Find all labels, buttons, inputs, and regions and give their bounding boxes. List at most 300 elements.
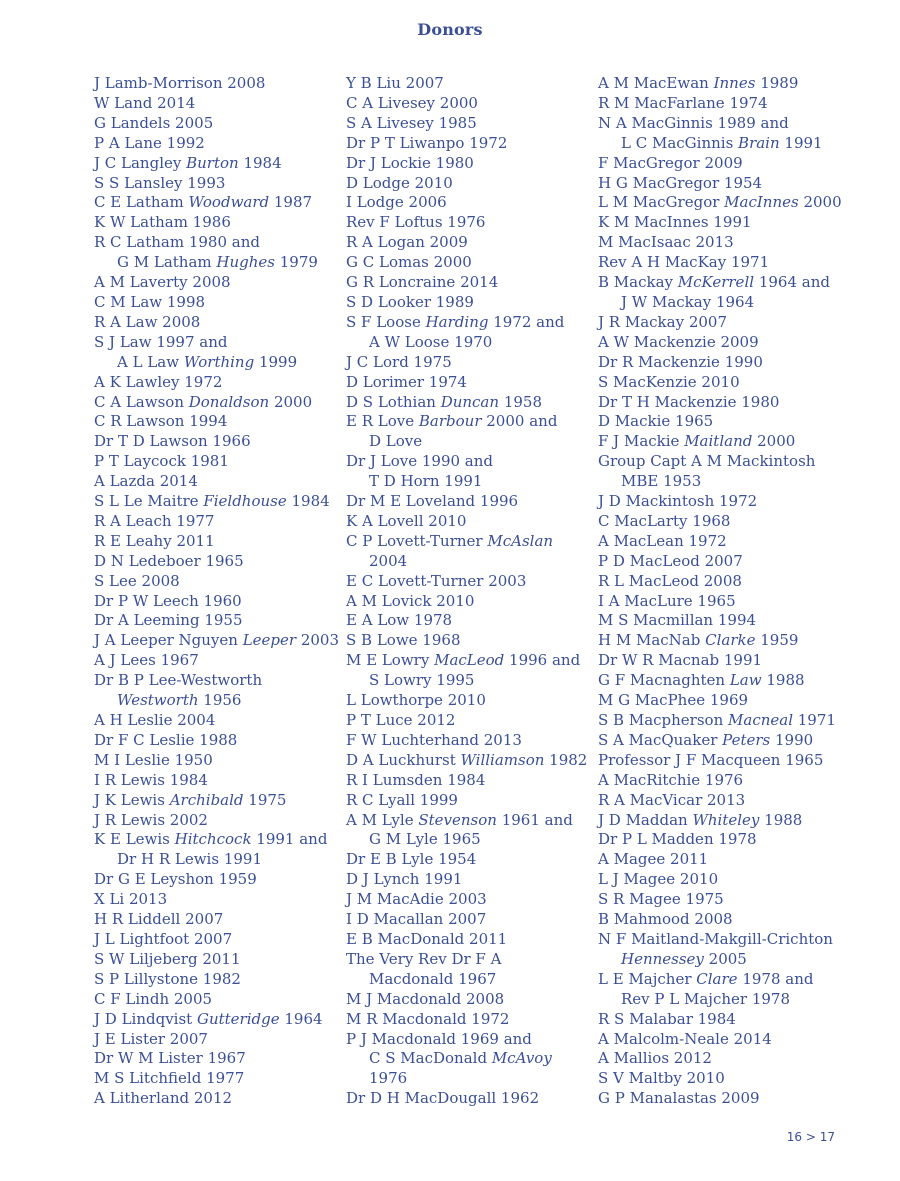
donor-entry <box>94 890 334 910</box>
donor-entry <box>598 174 838 194</box>
donor-text: A K Lawley 1972 <box>94 372 223 391</box>
donor-text: R C Latham 1980 and <box>94 233 260 252</box>
donor-text: 1975 <box>243 790 287 809</box>
donor-entry <box>598 830 838 850</box>
donor-entry <box>346 890 586 910</box>
donor-text: Dr M E Loveland 1996 <box>346 492 519 511</box>
donor-text: H R Liddell 2007 <box>94 910 224 929</box>
donor-text: Dr R Mackenzie 1990 <box>598 352 763 371</box>
donor-text: C R Lawson 1994 <box>94 412 228 431</box>
donor-text: 2000 <box>798 193 842 212</box>
former-surname: Maitland <box>684 432 753 451</box>
donor-entry <box>346 811 586 831</box>
donor-text: 1988 <box>759 810 803 829</box>
donor-text: 2000 <box>269 392 313 411</box>
donor-text: I A MacLure 1965 <box>598 591 736 610</box>
donor-text: R I Lumsden 1984 <box>346 770 486 789</box>
donor-text: K M MacInnes 1991 <box>598 213 752 232</box>
donor-text: N F Maitland-Makgill-Crichton <box>598 929 833 948</box>
former-surname: Donaldson <box>188 392 270 411</box>
donor-text: 1971 <box>793 711 836 729</box>
donor-entry <box>94 452 334 472</box>
donor-text: F W Luchterhand 2013 <box>346 730 522 749</box>
donor-entry <box>346 393 586 413</box>
donor-entry <box>346 711 586 731</box>
donor-entry <box>346 74 586 94</box>
donor-text: J R Lewis 2002 <box>94 810 208 829</box>
donor-text: P D MacLeod 2007 <box>598 551 743 570</box>
donor-entry <box>346 731 586 751</box>
page-title: Donors <box>417 20 483 39</box>
donor-entry <box>94 631 340 651</box>
donor-entry <box>598 771 838 791</box>
former-surname: Whiteley <box>692 810 760 829</box>
donor-entry-continuation <box>346 333 586 353</box>
donor-entry <box>598 193 842 213</box>
former-surname: McAvoy <box>491 1049 552 1068</box>
former-surname: Archibald <box>169 790 244 809</box>
donor-text: S L Le Maitre <box>94 492 204 511</box>
donor-text: M S Macmillan 1994 <box>598 611 757 630</box>
donor-entry-continuation <box>94 850 334 870</box>
donor-text: R A Law 2008 <box>94 312 201 331</box>
donor-text: A Litherland 2012 <box>94 1089 233 1108</box>
donor-text: Rev F Loftus 1976 <box>346 213 486 232</box>
donor-text: C A Livesey 2000 <box>346 93 478 112</box>
donor-entry <box>598 791 838 811</box>
donor-text: I Lodge 2006 <box>346 193 447 212</box>
donor-text: 1976 <box>369 1069 408 1088</box>
donor-text: Dr W M Lister 1967 <box>94 1049 246 1068</box>
donor-entry <box>598 870 838 890</box>
donor-entry <box>598 671 838 691</box>
donor-entry <box>346 253 586 273</box>
donor-entry <box>598 373 838 393</box>
donor-text: M I Leslie 1950 <box>94 750 213 769</box>
former-surname: Burton <box>186 153 239 172</box>
donor-entry <box>346 1089 586 1109</box>
donor-entry <box>346 134 586 154</box>
donor-text: 1991 and <box>251 830 328 849</box>
donor-entry <box>94 1069 334 1089</box>
donor-entry <box>346 452 586 472</box>
former-surname: Woodward <box>188 193 270 212</box>
donor-entry <box>94 532 334 552</box>
donor-text: P T Laycock 1981 <box>94 452 229 471</box>
donor-entry <box>598 393 838 413</box>
former-surname: Harding <box>425 312 489 331</box>
donor-text: A MacRitchie 1976 <box>598 770 744 789</box>
donor-entry <box>94 651 334 671</box>
donor-entry <box>346 154 586 174</box>
donor-entry <box>94 94 334 114</box>
donor-entry <box>598 313 838 333</box>
donor-text: 1959 <box>755 631 799 650</box>
donor-text: A M Lovick 2010 <box>346 591 475 610</box>
donor-entry <box>598 154 838 174</box>
donor-entry <box>346 990 586 1010</box>
donor-text: S Lee 2008 <box>94 571 180 590</box>
donor-entry <box>598 1069 838 1089</box>
donor-text: C MacLarty 1968 <box>598 511 731 530</box>
former-surname: Brain <box>738 133 780 152</box>
donor-text: I R Lewis 1984 <box>94 770 208 789</box>
former-surname: Innes <box>713 74 756 92</box>
donor-entry <box>598 532 838 552</box>
donor-text: A M MacEwan <box>598 74 714 92</box>
donor-entry <box>598 592 838 612</box>
donor-text: S D Looker 1989 <box>346 292 474 311</box>
donor-text: Dr E B Lyle 1954 <box>346 850 477 869</box>
donor-entry <box>94 333 334 353</box>
donor-entry <box>94 273 334 293</box>
donor-entry <box>94 412 334 432</box>
donor-entry <box>94 74 334 94</box>
donor-text: S F Loose <box>346 312 426 331</box>
former-surname: Worthing <box>183 352 255 371</box>
donor-entry-continuation <box>346 970 586 990</box>
donor-entry <box>598 1010 838 1030</box>
donor-text: S V Maltby 2010 <box>598 1069 725 1088</box>
donor-text: L E Majcher <box>598 969 697 988</box>
donor-entry <box>94 512 334 532</box>
donor-entry <box>346 1010 586 1030</box>
donor-text: D J Lynch 1991 <box>346 870 463 889</box>
donor-entry-continuation <box>598 950 838 970</box>
donor-text: C A Lawson <box>94 392 189 411</box>
donor-text: K A Lovell 2010 <box>346 511 467 530</box>
donor-entry <box>346 512 586 532</box>
donor-entry <box>94 711 334 731</box>
donor-text: P J Macdonald 1969 and <box>346 1029 532 1048</box>
donor-entry <box>94 114 334 134</box>
donor-text: J D Mackintosh 1972 <box>598 492 758 511</box>
donor-entry <box>598 850 838 870</box>
donor-entry <box>598 114 838 134</box>
donor-text: 1999 <box>254 352 298 371</box>
donor-entry <box>346 611 586 631</box>
donor-entry <box>94 751 334 771</box>
donor-text: Dr T H Mackenzie 1980 <box>598 392 780 411</box>
donor-text: F MacGregor 2009 <box>598 153 743 172</box>
donor-text: G Landels 2005 <box>94 113 214 132</box>
former-surname: Law <box>729 671 762 690</box>
donor-text: E R Love <box>346 412 419 431</box>
donor-text: S B Macpherson <box>598 711 729 729</box>
donor-text: R E Leahy 2011 <box>94 531 215 550</box>
donor-text: A Malcolm-Neale 2014 <box>598 1029 772 1048</box>
former-surname: MacInnes <box>724 193 799 212</box>
donor-column-3 <box>598 74 842 1109</box>
donor-text: L C MacGinnis <box>621 133 739 152</box>
donor-text: 1989 <box>755 74 799 92</box>
donor-text: Dr J Lockie 1980 <box>346 153 474 172</box>
donor-entry <box>346 114 586 134</box>
donor-text: J A Leeper Nguyen <box>94 631 243 650</box>
donor-text: J L Lightfoot 2007 <box>94 929 233 948</box>
donor-text: A Mallios 2012 <box>598 1049 712 1068</box>
donor-entry <box>346 751 586 771</box>
donor-entry <box>94 313 334 333</box>
donor-text: D Love <box>369 432 423 451</box>
donor-entry <box>94 134 334 154</box>
donor-entry <box>598 512 838 532</box>
former-surname: Fieldhouse <box>203 492 287 511</box>
former-surname: Peters <box>722 730 771 749</box>
donor-text: S R Magee 1975 <box>598 890 724 909</box>
donor-text: E B MacDonald 2011 <box>346 929 508 948</box>
donor-entry-continuation <box>94 691 334 711</box>
donor-entry <box>94 830 334 850</box>
donor-text: D Lorimer 1974 <box>346 372 467 391</box>
donor-entry <box>346 412 586 432</box>
donor-entry <box>598 631 838 651</box>
donor-entry <box>94 970 334 990</box>
donor-entry <box>94 731 334 751</box>
donor-entry <box>598 333 838 353</box>
donor-text: Group Capt A M Mackintosh <box>598 452 816 471</box>
donor-text: M R Macdonald 1972 <box>346 1009 510 1028</box>
donor-text: E A Low 1978 <box>346 611 453 630</box>
donor-text: C P Lovett-Turner <box>346 531 488 550</box>
donor-entry <box>346 373 586 393</box>
donor-text: R S Malabar 1984 <box>598 1009 736 1028</box>
donor-text: D Mackie 1965 <box>598 412 714 431</box>
donor-text: 2000 <box>752 432 796 451</box>
donor-text: D N Ledeboer 1965 <box>94 551 244 570</box>
donor-text: R C Lyall 1999 <box>346 790 458 809</box>
donor-entry <box>598 811 838 831</box>
donor-entry-continuation <box>346 472 586 492</box>
donor-text: A M Lyle <box>346 810 419 829</box>
donor-text: J M MacAdie 2003 <box>346 890 487 909</box>
former-surname: Williamson <box>460 750 545 769</box>
donor-entry <box>346 293 586 313</box>
former-surname: Duncan <box>440 392 500 411</box>
donor-entry <box>94 950 334 970</box>
donor-text: Dr G E Leyshon 1959 <box>94 870 257 889</box>
donor-entry <box>346 174 586 194</box>
donor-text: 1982 <box>544 750 588 769</box>
former-surname: Leeper <box>242 631 297 650</box>
donor-text: J D Maddan <box>598 810 693 829</box>
donor-text: D A Luckhurst <box>346 750 461 769</box>
donor-entry <box>346 950 586 970</box>
donor-entry <box>598 572 838 592</box>
donor-text: C S MacDonald <box>369 1049 492 1068</box>
donor-text: C E Latham <box>94 193 189 212</box>
donor-text: R A Logan 2009 <box>346 233 468 252</box>
donor-text: G M Lyle 1965 <box>369 830 481 849</box>
donor-text: Dr H R Lewis 1991 <box>117 850 262 869</box>
donor-text: L Lowthorpe 2010 <box>346 691 486 710</box>
donor-text: G R Loncraine 2014 <box>346 273 499 292</box>
donor-text: D S Lothian <box>346 392 441 411</box>
former-surname: Clare <box>696 969 738 988</box>
donor-text: The Very Rev Dr F A <box>346 949 502 968</box>
former-surname: Stevenson <box>418 810 497 829</box>
donor-text: A H Leslie 2004 <box>94 711 216 729</box>
donor-entry <box>346 572 586 592</box>
donor-entry <box>94 154 334 174</box>
donor-text: W Land 2014 <box>94 93 196 112</box>
donor-text: S J Law 1997 and <box>94 332 228 351</box>
donor-entry <box>598 910 838 930</box>
donor-text: C F Lindh 2005 <box>94 989 213 1008</box>
donor-text: R A Leach 1977 <box>94 511 215 530</box>
donor-text: 1978 and <box>737 969 814 988</box>
donor-text: J W Mackay 1964 <box>621 292 755 311</box>
donor-entry <box>346 910 586 930</box>
donor-entry-continuation <box>598 134 838 154</box>
donor-text: J Lamb-Morrison 2008 <box>94 74 266 92</box>
donor-entry <box>346 930 586 950</box>
donor-entry-continuation <box>94 253 334 273</box>
donor-entry <box>94 671 334 691</box>
donor-text: Y B Liu 2007 <box>346 74 444 92</box>
donor-entry <box>94 373 334 393</box>
donor-entry <box>598 711 838 731</box>
donor-entry <box>346 492 586 512</box>
donor-text: S Lowry 1995 <box>369 671 475 690</box>
donor-entry <box>346 870 586 890</box>
donor-text: G F Macnaghten <box>598 671 730 690</box>
donor-entry <box>346 213 586 233</box>
donor-entry <box>94 910 334 930</box>
donor-text: 1987 <box>269 193 313 212</box>
donor-entry <box>94 293 334 313</box>
donor-entry <box>346 1030 586 1050</box>
donor-entry <box>598 1030 838 1050</box>
donor-text: M J Macdonald 2008 <box>346 989 505 1008</box>
donor-text: 1990 <box>770 730 814 749</box>
donor-text: A W Mackenzie 2009 <box>598 332 759 351</box>
donor-text: 1984 <box>238 153 282 172</box>
donor-entry-continuation <box>346 1049 586 1069</box>
donor-text: A M Laverty 2008 <box>94 273 231 292</box>
donor-text: J K Lewis <box>94 790 170 809</box>
donor-entry <box>94 771 334 791</box>
donor-entry <box>598 452 838 472</box>
donor-text: 1984 <box>286 492 330 511</box>
donor-entry <box>94 1049 334 1069</box>
donor-text: M G MacPhee 1969 <box>598 691 749 710</box>
donor-entry <box>598 751 838 771</box>
donor-text: J D Lindqvist <box>94 1009 197 1028</box>
donor-text: 1964 <box>279 1009 323 1028</box>
donor-entry <box>94 811 334 831</box>
donor-entry <box>94 174 334 194</box>
donor-text: T D Horn 1991 <box>369 472 483 491</box>
former-surname: Hitchcock <box>174 830 252 849</box>
donor-entry <box>598 691 838 711</box>
former-surname: MacLeod <box>434 651 505 670</box>
donor-text: L J Magee 2010 <box>598 870 719 889</box>
donor-text: P T Luce 2012 <box>346 711 456 729</box>
donor-entry <box>346 771 586 791</box>
donor-text: J C Lord 1975 <box>346 352 452 371</box>
donor-text: 1956 <box>198 691 242 710</box>
donor-entry <box>94 432 334 452</box>
donor-entry <box>94 592 334 612</box>
donor-text: Dr D H MacDougall 1962 <box>346 1089 540 1108</box>
former-surname: Clarke <box>705 631 756 650</box>
donor-entry <box>346 850 586 870</box>
donor-entry <box>94 611 334 631</box>
donor-text: A Lazda 2014 <box>94 472 198 491</box>
donor-text: J R Mackay 2007 <box>598 312 727 331</box>
donor-text: M E Lowry <box>346 651 435 670</box>
donor-entry-continuation <box>94 353 334 373</box>
donor-entry-continuation <box>346 1069 586 1089</box>
former-surname: Gutteridge <box>196 1009 280 1028</box>
donor-entry <box>598 213 838 233</box>
donor-entry-continuation <box>598 293 838 313</box>
donor-entry <box>598 651 838 671</box>
donor-text: R M MacFarlane 1974 <box>598 93 768 112</box>
donor-entry-continuation <box>346 552 586 572</box>
former-surname: McKerrell <box>677 273 755 292</box>
donor-text: D Lodge 2010 <box>346 173 453 192</box>
donor-entry <box>598 432 838 452</box>
donor-entry <box>598 253 838 273</box>
donor-entry <box>94 472 334 492</box>
donor-text: A MacLean 1972 <box>598 531 727 550</box>
donor-text: A L Law <box>117 352 184 371</box>
donor-text: I D Macallan 2007 <box>346 910 487 929</box>
donor-text: L M MacGregor <box>598 193 725 212</box>
donor-text: S P Lillystone 1982 <box>94 969 241 988</box>
donor-text: Dr W R Macnab 1991 <box>598 651 763 670</box>
donor-entry-continuation <box>598 990 838 1010</box>
donor-entry <box>598 1089 838 1109</box>
donor-entry <box>94 393 334 413</box>
donor-entry <box>346 592 586 612</box>
donor-text: G C Lomas 2000 <box>346 253 472 272</box>
donor-text: B Mackay <box>598 273 678 292</box>
donor-text: M S Litchfield 1977 <box>94 1069 245 1088</box>
former-surname: Macneal <box>728 711 793 729</box>
former-surname: Westworth <box>117 691 199 710</box>
donor-entry <box>346 631 586 651</box>
donor-text: R L MacLeod 2008 <box>598 571 742 590</box>
donor-entry <box>598 74 838 94</box>
donor-text: Dr P L Madden 1978 <box>598 830 757 849</box>
donor-text: 1961 and <box>496 810 573 829</box>
donor-entry-continuation <box>598 472 838 492</box>
donor-text: A Magee 2011 <box>598 850 709 869</box>
former-surname: McAslan <box>487 531 554 550</box>
donor-entry <box>94 552 334 572</box>
donor-text: K E Lewis <box>94 830 175 849</box>
donor-entry <box>94 990 334 1010</box>
donor-text: Dr A Leeming 1955 <box>94 611 243 630</box>
donor-entry <box>94 193 334 213</box>
donor-text: 1979 <box>275 253 318 272</box>
donor-text: G P Manalastas 2009 <box>598 1089 760 1108</box>
donor-text: Rev P L Majcher 1978 <box>621 989 791 1008</box>
donor-entry <box>598 970 838 990</box>
donor-entry <box>598 552 838 572</box>
donor-text: Dr P W Leech 1960 <box>94 591 242 610</box>
donor-entry <box>346 94 586 114</box>
donor-text: A W Loose 1970 <box>369 332 493 351</box>
donor-text: Macdonald 1967 <box>369 969 497 988</box>
donor-entry <box>598 233 838 253</box>
donor-text: 2003 <box>296 631 340 650</box>
donor-text: H M MacNab <box>598 631 706 650</box>
donor-entry <box>94 1089 334 1109</box>
